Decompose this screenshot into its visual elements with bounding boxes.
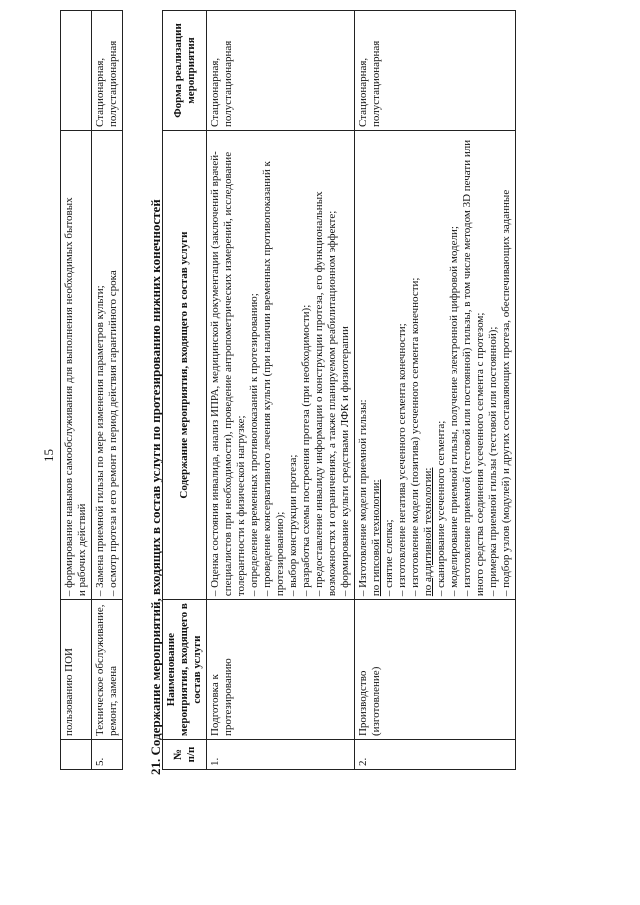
activity-content: – Замена приемной гильзы по мере изменения параметров культи; – осмотр протеза и его ремонт в период действия гарантийного срока	[92, 130, 123, 599]
page-number: 15	[41, 449, 56, 462]
table-continuation	[60, 10, 123, 770]
implementation-form: Стационарная, полустационарная	[92, 11, 123, 131]
table-row	[355, 11, 516, 770]
table-header-row	[163, 11, 207, 770]
section-heading: 21. Содержание мероприятий, входящих в состав услуги по протезированию нижних конечностей	[148, 199, 163, 775]
activity-name: Подготовка к протезированию	[207, 600, 355, 740]
row-number: 5.	[92, 740, 123, 770]
table-row	[207, 11, 355, 770]
activity-name: Производство (изготовление)	[355, 600, 516, 740]
subheading-gypsum: по гипсовой технологии:	[370, 479, 382, 597]
activity-content: – Изготовление модели приемной гильзы: по гипсовой технологии: – снятие слепка; – изготовление негатива усеченного сегмента конечности; – изготовление модели (позитива) усеченного сегмента конечности; по аддитивной технологии: – сканирование усеченного сегмента; – моделирование приемной гильзы, получение электронной цифровой модели; – изготовление приемной (тестовой или постоянной) гильзы, в том числе методом 3D печати или иного средства соединения усеченного сегмента с протезом; – примерка приемной гильзы (тестовой или постоянной); – подбор узлов (модулей) и других составляющих протеза, обеспечивающих заданные	[355, 130, 516, 599]
activity-name: пользованию ПОИ	[61, 600, 92, 740]
header-content: Содержание мероприятия, входящего в состав услуги	[163, 130, 207, 599]
activity-content: – Оценка состояния инвалида, анализ ИПРА, медицинской документации (заключений врачей-специалистов при необходимости), проведение антропометрических измерений, исследование толерантности к физической нагрузке; – определение временных противопоказаний к протезированию; – проведение консервативного лечения культи (при наличии временных противопоказаний к протезированию); – выбор конструкции протеза; – разработка схемы построения протеза (при необходимости); – предоставление инвалиду информации о конструкции протеза, его функциональных возможностях и ограничениях, а также планируемом реабилитационном эффекте; – формирование культи средствами ЛФК и физиотерапии	[207, 130, 355, 599]
table-main	[162, 10, 516, 770]
implementation-form: Стационарная, полустационарная	[207, 11, 355, 131]
header-name: Наименование мероприятия, входящего в состав услуги	[163, 600, 207, 740]
header-num: № п/п	[163, 740, 207, 770]
row-number: 1.	[207, 740, 355, 770]
header-form: Форма реализации мероприятия	[163, 11, 207, 131]
implementation-form: Стационарная, полустационарная	[355, 11, 516, 131]
subheading-additive: по аддитивной технологии:	[422, 467, 434, 597]
activity-content: – формирование навыков самообслуживания для выполнения необходимых бытовых и рабочих действий	[61, 130, 92, 599]
table-row	[92, 11, 123, 770]
activity-name: Техническое обслуживание, ремонт, замена	[92, 600, 123, 740]
row-number: 2.	[355, 740, 516, 770]
table-row	[61, 11, 92, 770]
